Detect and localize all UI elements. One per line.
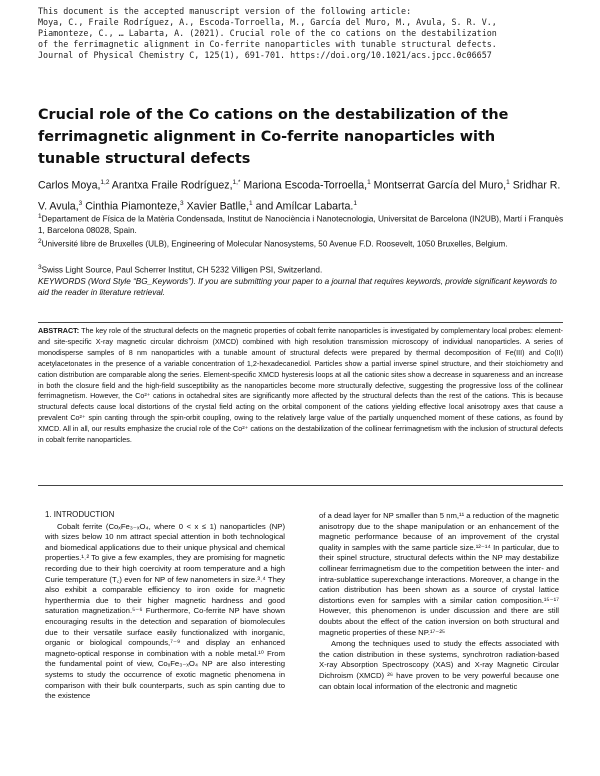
affiliation-number: 2 [38,238,42,245]
notice-line: Piamonteze, C., … Labarta, A. (2021). Crucial role of the co cations on the destabilization [38,28,497,38]
author-affiliation-mark: 1 [249,199,253,207]
notice-line: of the ferrimagnetic alignment in Co-ferrite nanoparticles with tunable structural defects. [38,39,497,49]
abstract [38,326,563,446]
abstract-section [38,322,563,486]
affiliation-text: Swiss Light Source, Paul Scherrer Institut, CH 5232 Villigen PSI, Switzerland. [41,265,323,275]
column-right [319,511,559,692]
author-affiliation-mark: 1 [367,179,371,186]
author-name: Mariona Escoda-Torroella, [240,179,368,192]
affiliation [38,236,568,250]
notice-line: Moya, C., Fraile Rodríguez, A., Escoda-Torroella, M., García del Muro, M., Avula, S. R. V., [38,17,497,27]
keywords: KEYWORDS (Word Style “BG_Keywords”). If you are submitting your paper to a journal that requires keywords, provide significant keywords to aid the reader in literature retrieval. [38,277,557,297]
notice-line: This document is the accepted manuscript version of the following article: [38,6,412,16]
author-affiliation-mark: 1,2 [100,179,110,186]
notice-line: Journal of Physical Chemistry C, 125(1), 691-701. https://doi.org/10.1021/acs.jpcc.0c06657 [38,50,492,60]
affiliation [38,262,568,276]
author-name: Xavier Batlle, [183,200,250,213]
abstract-text: The key role of the structural defects on the magnetic properties of cobalt ferrite nanoparticles is investigated by complementary local probes: element- and site-specific X-ray magnetic circular dichroism (XMCD) combined with high resolution transmission microscopy of individual nanoparticles. A series of monodisperse samples of 8 nm nanoparticles with a tunable amount of structural defects were prepared by thermal decomposition of Fe(III) and Co(II) acetylacetonates in the presence of a variable concentration of 1,2-hexadecanediol. Particles show a partial inverse spinel structure, and their stoichiometry and cation distribution are comparable along the series. Element-specific XMCD hysteresis loops at all the cationic sites show a decrease in squareness and an increase in both the closure field and the high-field susceptibility as the nanoparticles become more structurally defective, suggesting the progressive loss of the collinear ferrimagnetism. However, the Co²⁺ cations in octahedral sites are significantly more affected by the structural defects than the rest of the cations. This is because structural defects cause local distortions of the crystal field acting on the orbital component of the cations yielding effective local anisotropy axes that cause a prevalent Co²⁺ spin canting through the spin-orbit coupling, owing to the relatively large value of the partially unquenched moment of these cations, as found by XMCD. All in all, our results emphasize the crucial role of the Co²⁺ cations on the destabilization of the collinear ferrimagnetism with the inclusion of structural defects in cobalt ferrite nanoparticles. [38,326,563,445]
affiliation-text: Université libre de Bruxelles (ULB), Engineering of Molecular Nanosystems, 50 Avenue F.D. Roosevelt, 1050 Bruxelles, Belgium. [41,239,508,249]
affiliation-number: 3 [38,264,42,271]
abstract-label: ABSTRACT: [38,326,80,335]
author-affiliation-mark: 3 [78,199,83,207]
section-heading: 1. INTRODUCTION [45,510,115,519]
author-name: Montserrat García del Muro, [370,179,507,192]
author-list [38,174,568,215]
affiliation [38,211,568,236]
paper-title: Crucial role of the Co cations on the destabilization of the ferrimagnetic alignment in Co-ferrite nanoparticles with tunable structural defects [38,107,509,167]
author-name: Sridhar R. V. Avula, [38,179,561,213]
author-affiliation-mark: 3 [180,199,184,207]
author-affiliation-mark: 1 [506,179,510,186]
body-paragraph: Cobalt ferrite (CoₓFe₃₋ₓO₄, where 0 < x ≤ 1) nanoparticles (NP) with sizes below 10 nm attract special attention in both technological and biomedical applications due to their unique physical and chemical properties.¹˒² To give a few examples, they are promising for magnetic recording due to their high coercivity at room temperature and a high Curie temperature (T꜀) even for NP of few nanometers in size.³˒⁴ They also exhibit a comparable efficiency to iron oxide for magnetic hyperthermia due to their higher magnetic hardness and good saturation magnetization.⁵⁻⁶ Furthermore, Co-ferrite NP have shown encouraging results in the detection and separation of biomolecules due to their versatile surface easily functionalized with inorganic, organic or biological compounds,⁷⁻⁹ and display an enhanced magneto-optical response in combination with a noble metal.¹⁰ From the fundamental point of view, CoₓFe₃₋ₓO₄ NP are also interesting systems to study the occurrence of exotic magnetic phenomena in comparison with their bulk counterparts, such as spin canting due to the existence [45,521,285,701]
manuscript-notice [38,6,578,61]
author-name: Cinthia Piamonteze, [82,200,181,213]
author-affiliation-mark: 1,* [232,179,241,186]
author-affiliation-mark: 1 [353,199,357,207]
affiliation-number: 1 [38,213,42,220]
column-left [45,510,285,702]
body-paragraph: of a dead layer for NP smaller than 5 nm,¹¹ a reduction of the magnetic anisotropy due to the shape manipulation or an enhancement of the magnetic performance because of an improvement of the crystal quality in samples with the same particle size.¹²⁻¹⁴ In particular, due to their spinel structure, structural defects within the NP may destabilize collinear ferrimagnetism due to the competition between the inter- and intra-sublattice superexchange interactions. Moreover, a change in the cation distribution has been shown as a source of crystal lattice distortions even for samples with a similar cation composition.¹⁵⁻¹⁷ However, this phenomenon is under discussion and there are still doubts about the effect of the cation inversion on both structural and magnetic properties of these NP.¹⁷⁻²⁵ [319,511,560,637]
author-name: and Amílcar Labarta. [252,200,354,213]
author-name: Carlos Moya, [38,179,101,192]
affiliation-text: Departament de Física de la Matèria Condensada, Institut de Nanociència i Nanotecnologia, Universitat de Barcelona (IN2UB), Martí i Franquès 1, Barcelona 08028, Spain. [38,214,564,235]
body-paragraph: Among the techniques used to study the effects associated with the cation distribution in these systems, synchrotron radiation-based X-ray Absorption Spectroscopy (XAS) and X-ray Magnetic Circular Dichroism (XMCD) ²⁶ have proven to be very powerful because one can obtain local information of the electronic and magnetic [319,639,559,691]
author-name: Arantxa Fraile Rodríguez, [109,179,233,192]
